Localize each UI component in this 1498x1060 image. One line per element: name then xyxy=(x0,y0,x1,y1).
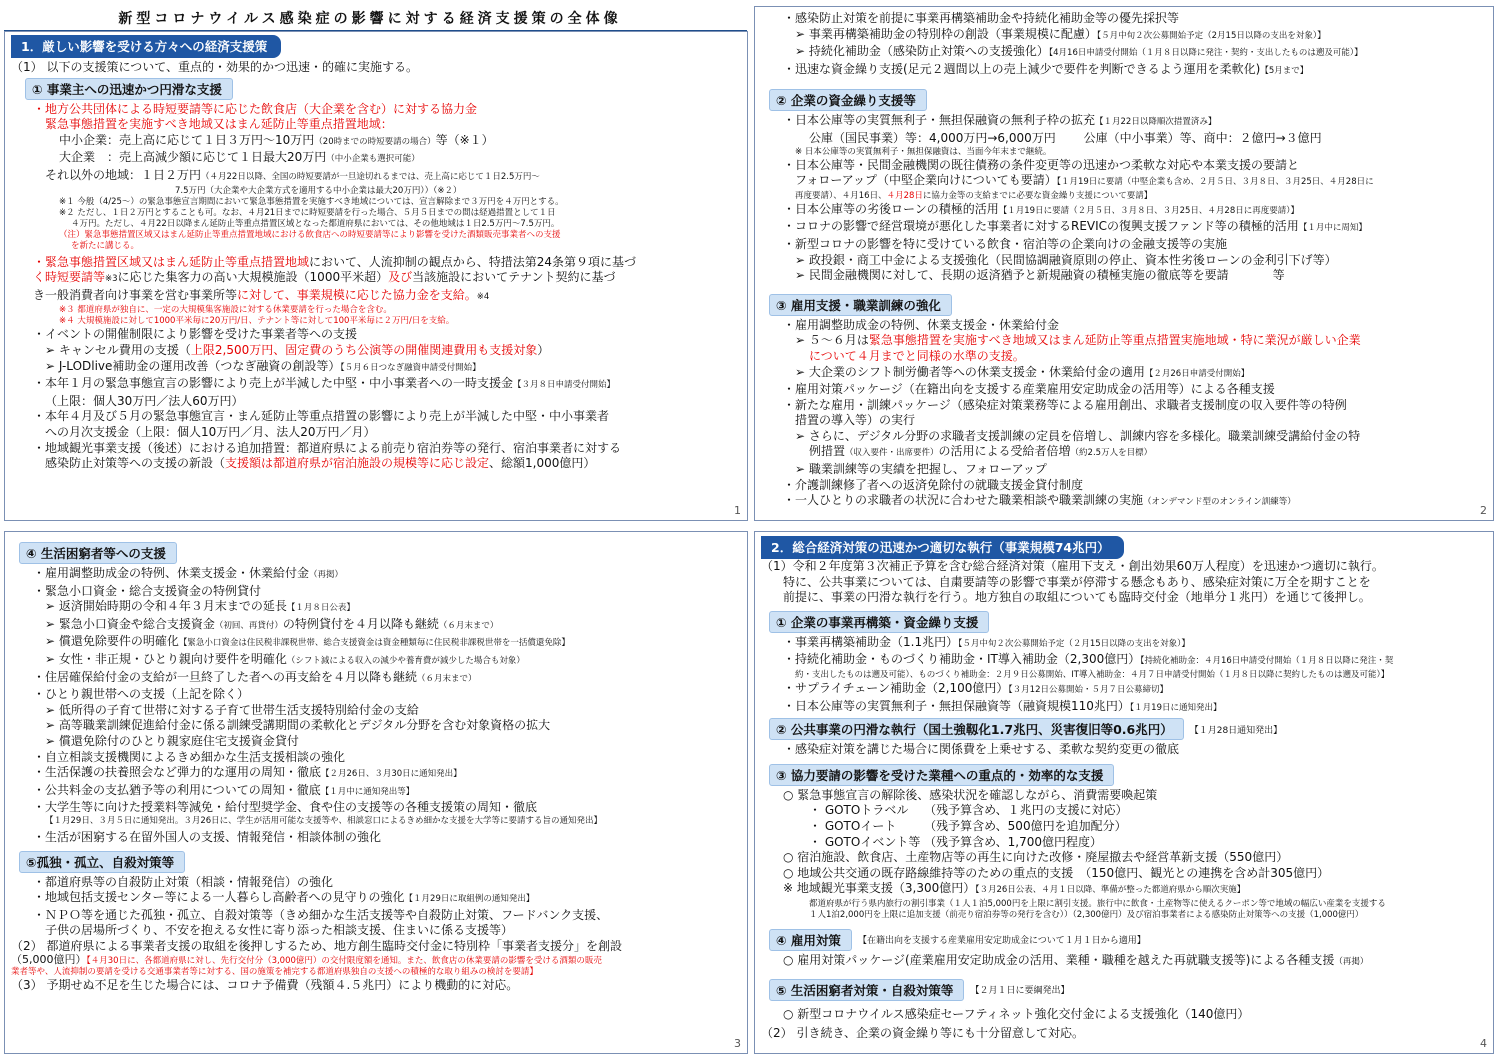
text-line: フォローアップ（中堅企業向けについても要請）【１月19日に要請（中堅企業も含め、２月５日、３月８日、３月25日、４月28日に xyxy=(795,173,1374,188)
note-line: 再度要請）、４月16日、４月28日に協力金等の支給までに必要な資金繰り支援について要請】 xyxy=(795,190,1153,201)
text-line: ・雇用調整助成金の特例、休業支援金・休業給付金 xyxy=(783,317,1060,332)
text-line: 感染防止対策等への支援の新設（支援額は都道府県が宿泊施設の規模等に応じ設定、総額1,000億円） xyxy=(45,456,596,471)
text-line: 子供の居場所づくり、不安を抱える女性に寄り添った相談支援、住まいに係る支援等） xyxy=(45,923,514,938)
text-line: ・新たな雇用・訓練パッケージ（感染症対策業務等による雇用創出、求職者支援制度の収入要件等の特例 xyxy=(783,397,1347,412)
text-line: ・日本公庫等の実質無利子・無担保融資等（融資規模110兆円）【１月19日に通知発出】 xyxy=(783,698,1222,713)
text-line: ➢ 返済開始時期の令和４年３月末までの延長【１月８日公表】 xyxy=(45,599,355,614)
text-line: ・ GOTOイート （残予算含め、500億円を追加配分） xyxy=(809,818,1127,833)
text-line: ・日本公庫等・民間金融機関の既往債務の条件変更等の迅速かつ柔軟な対応や本業支援の要請と xyxy=(783,157,1300,172)
text-line: ・感染防止対策を前提に事業再構築補助金や持続化補助金等の優先採択等 xyxy=(783,11,1180,25)
text-line: ・持続化補助金・ものづくり補助金・IT導入補助金（2,300億円）【持続化補助金：４月16日申請受付開始（１月８日以降に発注・契 xyxy=(783,652,1394,667)
text-line: ➢ 持続化補助金（感染防止対策への支援強化）【4月16日申請受付開始（１月８日以降に発注・契約・支出したものは遡及可能）】 xyxy=(795,44,1363,59)
subheader-needy: ④ 生活困窮者等への支援 xyxy=(19,542,177,564)
subheader-tag: 【１月28日通知発出】 xyxy=(1189,725,1283,736)
page-title: 新型コロナウイルス感染症の影響に対する経済支援策の全体像 xyxy=(118,11,622,27)
note-line: ※３ 都道府県が独自に、一定の大規模集客施設に対する休業要請を行った場合を含む。 xyxy=(59,305,392,316)
text-line: （上限：個人30万円／法人60万円） xyxy=(45,393,244,408)
panel-1 xyxy=(4,31,748,521)
text-line: ・地方公共団体による時短要請等に応じた飲食店（大企業を含む）に対する協力金 xyxy=(33,101,478,116)
text-line: ・ GOTOイベント等 （残予算含め、1,700億円程度） xyxy=(809,834,1103,849)
text-line: ・日本公庫等の実質無利子・無担保融資の無利子枠の拡充【１月22日以降順次措置済み】 xyxy=(783,113,1217,128)
text-line: への月次支援金（上限：個人10万円／月、法人20万円／月） xyxy=(45,424,376,439)
subheader-restructuring: ① 企業の事業再構築・資金繰り支援 xyxy=(769,611,989,633)
text-line: ・サプライチェーン補助金（2,100億円）【３月12日公募開始・５月７日公募締切】 xyxy=(783,680,1169,695)
text-line: ・ GOTOトラベル （残予算含め、１兆円の支援に対応） xyxy=(809,803,1128,818)
text-line: ○ 新型コロナウイルス感染症セーフティネット強化交付金による支援強化（140億円） xyxy=(783,1006,1250,1021)
text-line: 例措置（収入要件・出席要件）の活用による受給者倍増（約2.5万人を目標） xyxy=(809,444,1153,459)
note-line: ４万円。ただし、４月22日以降まん延防止等重点措置区域となった都道府県においては、その他地域は１日2.5万円～7.5万円。 xyxy=(71,218,560,229)
subheader-employment-measures: ④ 雇用対策 xyxy=(769,929,852,951)
text-line: ・雇用調整助成金の特例、休業支援金・休業給付金（再掲） xyxy=(33,566,344,580)
note-line: １人1泊2,000円を上限に追加支援（前売り宿泊券等の発行を含む））（2,300億円）及び宿泊事業者による感染防止対策等への支援（1,000億円） xyxy=(809,909,1364,920)
subheader-employment: ③ 雇用支援・職業訓練の強化 xyxy=(769,294,952,316)
text-line: ・本年４月及び５月の緊急事態宣言・まん延防止等重点措置の影響により売上が半減した中堅・中小事業者 xyxy=(33,409,610,424)
text-line: について４月までと同様の水準の支援。 xyxy=(809,348,1025,363)
note-line: （注）緊急事態措置区域又はまん延防止等重点措置地域における飲食店への時短要請等により影響を受けた酒類販売事業者への支援 xyxy=(59,229,561,240)
text-line: ・住居確保給付金の支給が一旦終了した者への再支給を４月以降も継続（６月末まで） xyxy=(33,669,477,684)
page-number: 1 xyxy=(734,504,741,517)
text-line: ・大学生等に向けた授業料等減免・給付型奨学金、食や住の支援等の各種支援策の周知・徹底 xyxy=(33,800,538,815)
subheader-financing: ② 企業の資金繰り支援等 xyxy=(769,89,927,111)
text-line: ➢ 大企業のシフト制労働者等への休業支援金・休業給付金の適用【２月26日申請受付開始】 xyxy=(795,364,1250,379)
text-line: ・一人ひとりの求職者の状況に合わせた職業相談や職業訓練の実施（オンデマンド型のオンライン訓練等） xyxy=(783,493,1296,508)
page-number: 4 xyxy=(1480,1037,1487,1050)
subheader-isolation: ⑤孤独・孤立、自殺対策等 xyxy=(19,851,185,873)
text-line: 中小企業：売上高に応じて１日３万円～10万円（20時までの時短要請の場合）等（※１） xyxy=(59,132,494,147)
text-line: ・事業再構築補助金（1.1兆円）【５月中旬２次公募開始予定（２月15日以降の支出を対象）】 xyxy=(783,634,1190,649)
text-line: ➢ キャンセル費用の支援（上限2,500万円、固定費のうち公演等の開催関連費用も支援対象） xyxy=(45,342,550,357)
text-line: ➢ 償還免除付のひとり親家庭住宅支援資金貸付 xyxy=(45,733,299,748)
text-line: ➢ 償還免除要件の明確化【緊急小口資金は住民税非課税世帯、総合支援資金は資金種類毎に住民税非課税世帯を一括償還免除】 xyxy=(45,634,570,649)
text-line: ・コロナの影響で経営環境が悪化した事業者に対するREVICの復興支援ファンド等の積極的活用【１月中に周知】 xyxy=(783,219,1367,234)
text-line: ・介護訓練修了者への返済免除付の就職支援金貸付制度 xyxy=(783,477,1084,492)
text-line: ➢ 緊急小口資金や総合支援資金（初回、再貸付）の特例貸付を４月以降も継続（６月末まで） xyxy=(45,616,499,631)
text-line: ・都道府県等の自殺防止対策（相談・情報発信）の強化 xyxy=(33,874,334,889)
text-line: ○ 緊急事態宣言の解除後、感染状況を確認しながら、消費需要喚起策 xyxy=(783,787,1158,802)
subheader-tag: 【在籍出向を支援する産業雇用安定助成金について１月１日から適用】 xyxy=(857,936,1146,947)
text-line: 緊急事態措置を実施すべき地域又はまん延防止等重点措置地域： xyxy=(45,117,393,132)
text-line: ・地域包括支援センター等による一人暮らし高齢者への見守りの強化【１月29日に取組例の通知発出】 xyxy=(33,890,535,905)
note-line: ※２ ただし、１日２万円とすることも可。なお、４月21日までに時短要請を行った場合、５月５日までの間は経過措置として１日 xyxy=(59,207,556,218)
subheader-employers: ① 事業主への迅速かつ円滑な支援 xyxy=(25,78,233,100)
text-line: ➢ 女性・非正規・ひとり親向け要件を明確化（シフト減による収入の減少や養育費が減少した場合も対象） xyxy=(45,651,525,666)
subheader-industry-support: ③ 協力要請の影響を受けた業種への重点的・効率的な支援 xyxy=(769,764,1114,786)
section-header-2: 2．総合経済対策の迅速かつ適切な執行（事業規模74兆円） xyxy=(761,536,1124,559)
text-line: ○ 雇用対策パッケージ(産業雇用安定助成金の活用、業種・職種を越えた再就職支援等)による各種支援（再掲） xyxy=(783,952,1369,967)
note-line: を新たに講じる。 xyxy=(71,240,140,251)
note-line: 都道府県が行う県内旅行の割引事業（１人１泊5,000円を上限に割引支援。旅行中に飲食・土産物等に使えるクーポン等で地域の幅広い産業を支援する xyxy=(809,898,1386,909)
text-line: ・ＮＰＯ等を通じた孤独・孤立、自殺対策等（きめ細かな生活支援等や自殺防止対策、フードバンク支援、 xyxy=(33,907,609,922)
panel-4 xyxy=(754,531,1494,1054)
text-line: ➢ さらに、デジタル分野の求職者支援訓練の定員を倍増し、訓練内容を多様化。職業訓練受講給付金の特 xyxy=(795,428,1361,443)
text-line: く時短要請等※3に応じた集客力の高い大規模施設（1000平米超）及び当該施設においてテナント契約に基づ xyxy=(33,270,616,285)
text-line: 前提に、事業の円滑な執行を行う。地方独自の取組についても臨時交付金（地単分１兆円）を通じて後押し。 xyxy=(783,590,1371,605)
note-line: ※ 日本公庫等の実質無利子・無担保融資は、当面今年末まで継続。 xyxy=(795,146,1052,157)
text-line: ➢ 政投銀・商工中金による支援強化（民間協調融資原則の停止、資本性劣後ローンの金利引下げ等） xyxy=(795,252,1337,267)
text-line: ・生活が困窮する在留外国人の支援、情報発信・相談体制の強化 xyxy=(33,829,382,844)
text-line: ➢ 事業再構築補助金の特別枠の創設（事業規模に配慮）【５月中旬２次公募開始予定（2月15日以降の支出を対象）】 xyxy=(795,26,1326,41)
note-line: （5,000億円）【４月30日に、各都道府県に対し、先行交付分（3,000億円）の交付限度額を通知。また、飲食店の休業要請の影響を受ける酒類の販売 xyxy=(11,953,602,967)
text-line: ○ 地域公共交通の既存路線維持等のための重点的支援 （150億円、観光との連携を含め計305億円） xyxy=(783,865,1330,880)
subheader-poverty-suicide: ⑤ 生活困窮者対策・自殺対策等 xyxy=(769,979,964,1001)
text-line: ・迅速な資金繰り支援(足元２週間以上の売上減少で要件を判断できるよう運用を柔軟化)【5月まで】 xyxy=(783,61,1309,76)
text-line: 公庫（国民事業）等：4,000万円→6,000万円 公庫（中小事業）等、商中：２億円→３億円 xyxy=(809,130,1322,145)
text-line: ➢ 高等職業訓練促進給付金に係る訓練受講期間の柔軟化とデジタル分野を含む対象資格の拡大 xyxy=(45,718,551,733)
text-line: ➢ 民間金融機関に対して、長期の返済猶予と新規融資の積極実施の徹底等を要請 等 xyxy=(795,268,1285,283)
text-line: それ以外の地域：１日２万円（４月22日以降、全国の時短要請が一旦途切れるまでは、売上高に応じて１日2.5万円～ xyxy=(45,167,540,182)
page-number: 2 xyxy=(1480,504,1487,517)
note-line: 業者等や、人流抑制の要請を受ける交通事業者等に対する、国の施策を補完する都道府県独自の支援への積極的な取り組みの検討を要請】 xyxy=(11,967,538,978)
subheader-tag: 【２月１日に要綱発出】 xyxy=(970,986,1070,996)
text-line: ・ひとり親世帯への支援（上記を除く） xyxy=(33,687,250,702)
text-line: ・新型コロナの影響を特に受けている飲食・宿泊等の企業向けの金融支援等の実施 xyxy=(783,236,1228,251)
text-line: ・イベントの開催制限により影響を受けた事業者等への支援 xyxy=(33,327,358,342)
text-line: ・緊急小口資金・総合支援資金の特例貸付 xyxy=(33,583,262,598)
section-header-1: 1．厳しい影響を受ける方々への経済支援策 xyxy=(11,35,281,58)
panel-3 xyxy=(4,531,748,1054)
panel-2 xyxy=(754,6,1494,521)
text-line: 措置の導入等）の実行 xyxy=(795,413,916,428)
text-line: （1）令和２年度第３次補正予算を含む総合経済対策（雇用下支え・創出効果60万人程度）を迅速かつ適切に執行。 xyxy=(761,559,1384,573)
note-line: 【１月29日、３月５日に通知発出。３月26日に、学生が活用可能な支援等や、相談窓口によるきめ細かな支援を大学等に要請する旨の通知発出】 xyxy=(45,815,602,826)
text-line: （2） 引き続き、企業の資金繰り等にも十分留意して対応。 xyxy=(761,1026,1084,1041)
text-line: 大企業 ：売上高減少額に応じて１日最大20万円（中小企業も選択可能） xyxy=(59,150,420,165)
text-line: ➢ ５～６月は緊急事態措置を実施すべき地域又はまん延防止等重点措置実施地域・特に業況が厳しい企業 xyxy=(795,333,1361,348)
text-line: （3） 予期せぬ不足を生じた場合には、コロナ予備費（残額４.５兆円）により機動的に対応。 xyxy=(11,978,519,993)
lead-text: （1） 以下の支援策について、重点的・効果的かつ迅速・的確に実施する。 xyxy=(11,60,418,74)
text-line: き一般消費者向け事業を営む事業所等に対して、事業規模に応じた協力金を支給。※4 xyxy=(33,287,490,302)
subheader-public-works: ② 公共事業の円滑な執行（国土強靱化1.7兆円、災害復旧等0.6兆円） xyxy=(769,718,1184,740)
text-line: ・公共料金の支払猶予等の利用についての周知・徹底【１月中に通知発出等】 xyxy=(33,782,415,797)
page-number: 3 xyxy=(734,1037,741,1050)
text-line: ➢ 職業訓練等の実績を把握し、フォローアップ xyxy=(795,462,1047,477)
text-line: ➢ J-LODlive補助金の運用改善（つなぎ融資の創設等）【５月６日つなぎ融資申請受付開始】 xyxy=(45,358,481,373)
text-line: ・生活保護の扶養照会など弾力的な運用の周知・徹底【２月26日、３月30日に通知発出】 xyxy=(33,765,462,780)
text-line: ➢ 低所得の子育て世帯に対する子育て世帯生活支援特別給付金の支給 xyxy=(45,702,419,717)
text-line: ・本年１月の緊急事態宣言の影響により売上が半減した中堅・中小事業者への一時支援金【３月８日申請受付開始】 xyxy=(33,376,616,391)
text-line: ・自立相談支援機関によるきめ細かな生活支援相談の強化 xyxy=(33,749,346,764)
text-line: 特に、公共事業については、自粛要請等の影響で事業が停滞する懸念もあり、感染症対策に万全を期すことを xyxy=(783,574,1371,589)
text-line: ・日本公庫等の劣後ローンの積極的活用【１月19日に要請（２月５日、３月８日、３月25日、４月28日に再度要請）】 xyxy=(783,201,1299,216)
text-line: ・雇用対策パッケージ（在籍出向を支援する産業雇用安定助成金の活用等）による各種支援 xyxy=(783,382,1275,397)
text-line: ・緊急事態措置区域又はまん延防止等重点措置地域において、人流抑制の観点から、特措法第24条第９項に基づ xyxy=(33,254,637,269)
note-line: ※４ 大規模施設に対して1000平米毎に20万円/日、テナント等に対して100平米毎に２万円/日を支給。 xyxy=(59,316,455,327)
text-line: ・感染症対策を講じた場合に関係費を上乗せする、柔軟な契約変更の徹底 xyxy=(783,742,1180,757)
note-line: 約・支出したものは遡及可能）、ものづくり補助金：２月９日公募開始、IT導入補助金：４月７日申請受付開始（１月８日以降に契約したものは遡及可能）】 xyxy=(795,669,1390,680)
text-line: ※ 地域観光事業支援（3,300億円）【３月26日公表、４月１日以降、準備が整った都道府県から順次実施】 xyxy=(783,881,1246,896)
text-line: 7.5万円（大企業や大企業方式を適用する中小企業は最大20万円））（※２） xyxy=(175,185,462,196)
note-line: ※１ 今般（4/25～）の緊急事態宣言期間において緊急事態措置を実施すべき地域については、宣言解除まで３万円を４万円とする。 xyxy=(59,196,564,207)
text-line: ・地域観光事業支援（後述）における追加措置：都道府県による前売り宿泊券等の発行、宿泊事業者に対する xyxy=(33,440,622,455)
text-line: ○ 宿泊施設、飲食店、土産物店等の再生に向けた改修・廃屋撤去や経営革新支援（550億円） xyxy=(783,850,1289,865)
text-line: （2） 都道府県による事業者支援の取組を後押しするため、地方創生臨時交付金に特別枠「事業者支援分」を創設 xyxy=(11,938,622,953)
